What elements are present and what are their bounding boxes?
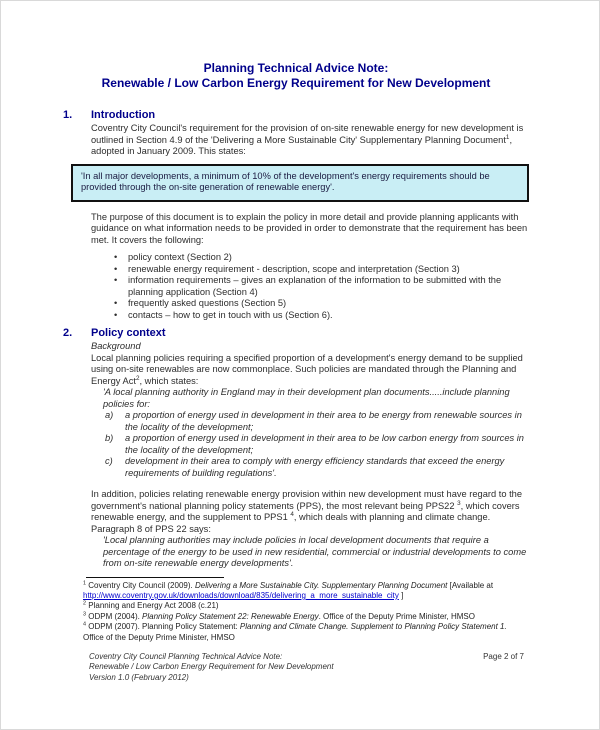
item-label: a) xyxy=(105,410,114,420)
intro-paragraph-1: Coventry City Council's requirement for the provision of on-site renewable energy for new development is outlined in Section 4.9 of the 'Delivering a More Sustainable City' Supplementary Planning Document$^1$, adopted in January 2009. This states: xyxy=(91,123,524,156)
list-item xyxy=(114,298,529,310)
bullet-text: renewable energy requirement - description, scope and interpretation (Section 3) xyxy=(128,263,460,274)
background-subheading: Background xyxy=(91,341,141,351)
footnote-2: $^2$ Planning and Energy Act 2008 (c.21) xyxy=(83,600,219,611)
bullet-text: frequently asked questions (Section 5) xyxy=(128,298,287,308)
act-quote-item-b xyxy=(105,433,529,456)
page-content xyxy=(1,1,599,683)
policy-paragraph-1: Local planning policies requiring a specified proportion of a development's energy demand to be supplied using on-site renewables are now commonplace. Such policies are mandated through the Planning and Energy Act$^2$, which states: xyxy=(91,352,523,386)
bullet-icon xyxy=(114,275,128,298)
act-quote-intro: 'A local planning authority in England may in their development plan documents.....include planning policies for: xyxy=(103,387,510,409)
bullet-icon xyxy=(114,252,128,264)
footer-line-1: Coventry City Council Planning Technical Advice Note: xyxy=(89,651,283,661)
act-quote-item-a xyxy=(105,410,529,433)
item-text: a proportion of energy used in development in their area to be low carbon energy from sources in the locality of the development; xyxy=(125,433,524,455)
title-line-1: Planning Technical Advice Note: xyxy=(203,61,389,75)
intro-paragraph-2: The purpose of this document is to explain the policy in more detail and provide planning applicants with guidance on what information needs to be provided in order to demonstrate that the requirement has been met. It covers the following: xyxy=(91,211,528,245)
title-line-2: Renewable / Low Carbon Energy Requirement for New Development xyxy=(101,76,491,90)
bullet-icon xyxy=(114,310,128,322)
footnote-1: $^1$ Coventry City Council (2009). Delivering a More Sustainable City. Supplementary Planning Document [Available at http://www.coventry.gov.uk/downloads/download/835/delivering_a_more_sustainable_city ] xyxy=(83,579,494,600)
list-item xyxy=(114,264,529,276)
footer-line-2: Renewable / Low Carbon Energy Requirement for New Development xyxy=(89,662,334,672)
footer-document-info xyxy=(89,652,483,684)
document-title xyxy=(63,61,529,91)
item-label: b) xyxy=(105,433,114,443)
bullet-text: policy context (Section 2) xyxy=(128,252,232,262)
section-1-title: Introduction xyxy=(91,109,156,121)
bullet-text: contacts – how to get in touch with us (Section 6). xyxy=(128,309,333,320)
bullet-text: information requirements – gives an explanation of the information to be submitted with the planning application (Section 4) xyxy=(128,275,502,297)
page-footer xyxy=(89,652,529,684)
page-number: Page 2 of 7 xyxy=(483,651,524,661)
footnote-4: $^4$ ODPM (2007). Planning Policy Statement: Planning and Climate Change. Supplement to Planning Policy Statement 1. Office of the Deputy Prime Minister, HMSO xyxy=(83,621,507,642)
footnote-3: $^3$ ODPM (2004). Planning Policy Statement 22: Renewable Energy. Office of the Deputy Prime Minister, HMSO xyxy=(83,611,475,621)
section-2-number: 2. xyxy=(63,327,73,339)
footnote-separator xyxy=(86,577,224,578)
pps22-quote: 'Local planning authorities may include policies in local development documents that require a percentage of the energy to be used in new residential, commercial or industrial developments to come from on-site renewable energy developments'. xyxy=(103,535,527,568)
section-2-heading xyxy=(63,327,529,340)
section-1-number: 1. xyxy=(63,109,73,121)
item-text: a proportion of energy used in development in their area to be energy from renewable sources in the locality of the development; xyxy=(125,410,522,432)
item-label: c) xyxy=(105,456,113,466)
bullet-icon xyxy=(114,298,128,310)
policy-quote-box: 'In all major developments, a minimum of 10% of the development's energy requirements should be provided through the on-site generation of renewable energy'. xyxy=(71,164,529,202)
act-quote-item-c xyxy=(105,456,529,479)
list-item xyxy=(114,252,529,264)
item-text: development in their area to comply with energy efficiency standards that exceed the energy requirements of building regulations'. xyxy=(125,456,505,478)
section-2-title: Policy context xyxy=(91,327,166,339)
policy-paragraph-2: In addition, policies relating renewable energy provision within new development must have regard to the government's national planning policy statements (PPS), the most relevant being PPS22 $^3$, which covers renewable energy, and the supplement to PPS1 $^4$, which deals with planning and climate change. Paragraph 8 of PPS 22 says: xyxy=(91,489,523,534)
contents-bullet-list xyxy=(63,252,529,321)
footer-line-3: Version 1.0 (February 2012) xyxy=(89,672,189,682)
list-item xyxy=(114,310,529,322)
section-1-heading xyxy=(63,109,529,122)
footnote-link[interactable]: http://www.coventry.gov.uk/downloads/download/835/delivering_a_more_sustainable_city xyxy=(83,590,399,600)
list-item xyxy=(114,275,529,298)
bullet-icon xyxy=(114,264,128,276)
